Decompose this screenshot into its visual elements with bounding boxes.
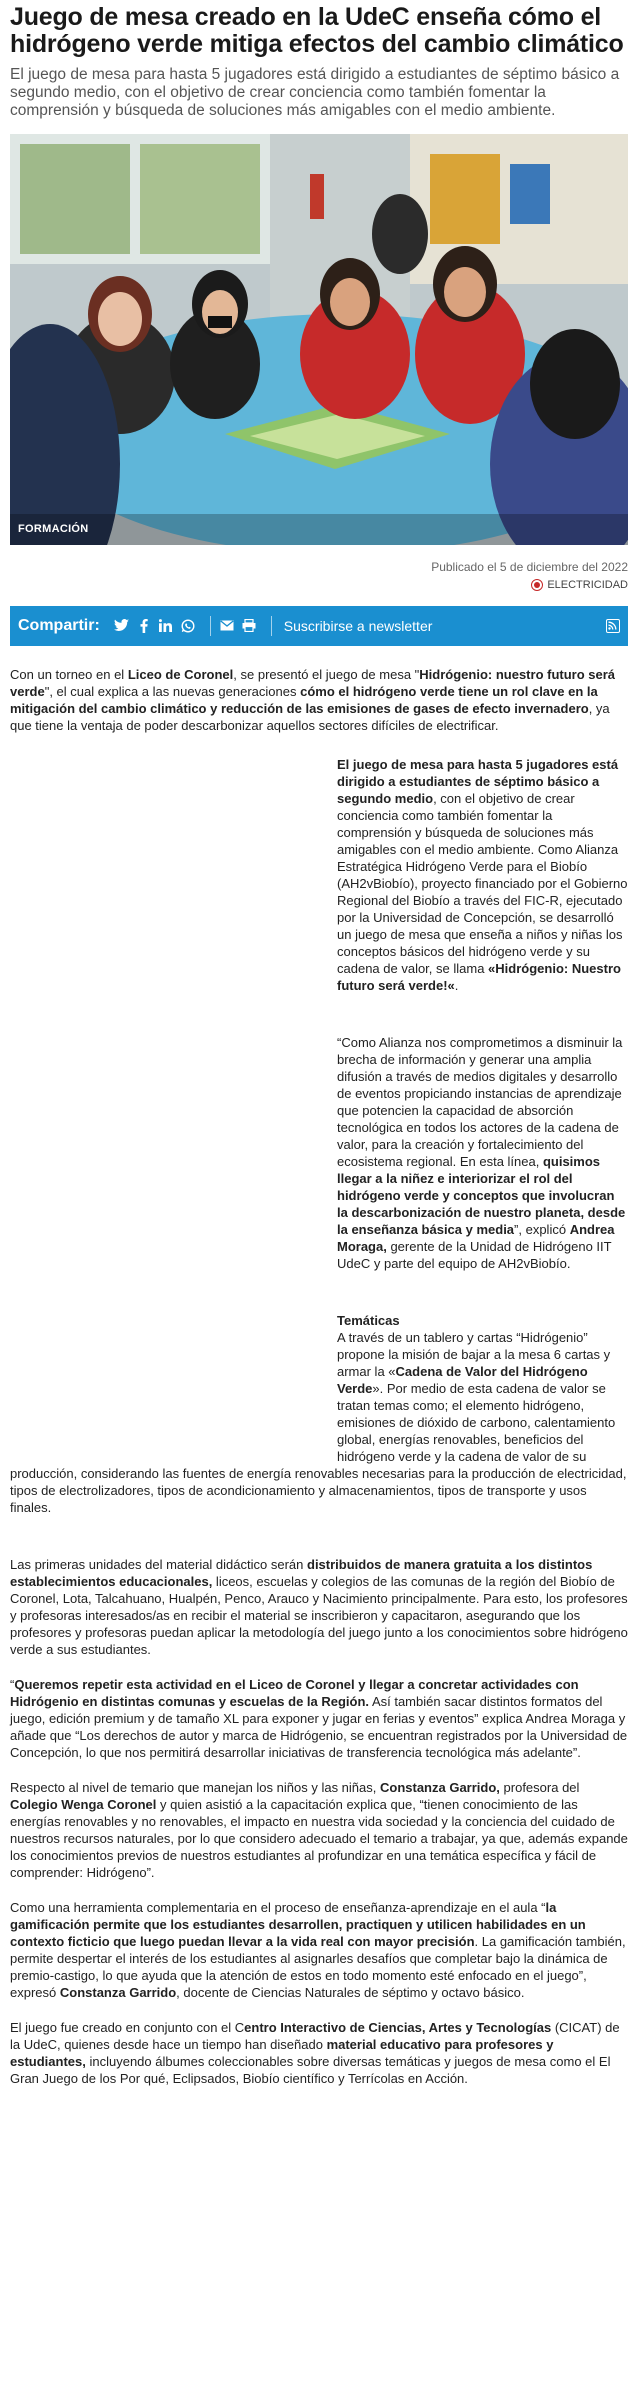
mail-icon[interactable] <box>219 618 235 634</box>
paragraph-2: El juego de mesa para hasta 5 jugadores está dirigido a estudiantes de séptimo básico a segundo medio, con el objetivo de crear conciencia como también fomentar la comprensión y búsqueda de soluciones más amigables con el medio ambiente. Como Alianza Estratégica Hidrógeno Verde para el Biobío (AH2vBiobío), proyecto financiado por el Gobierno Regional del Biobío a través del FIC-R, ejecutado por la Universidad de Concepción, se desarrolló un juego de mesa que enseña a niños y niñas los conceptos básicos del hidrógeno verde y su cadena de valor, se llama «Hidrógenio: Nuestro futuro será verde!«. <box>337 756 628 993</box>
classroom-photo-illustration <box>10 134 628 545</box>
category-link[interactable] <box>531 577 628 594</box>
newsletter-link[interactable]: Suscribirse a newsletter <box>283 617 433 634</box>
facebook-icon[interactable] <box>136 618 152 634</box>
rss-icon[interactable] <box>606 619 620 633</box>
embedded-media-space <box>10 756 337 1462</box>
category-label: ELECTRICIDAD <box>547 578 628 591</box>
section-heading-tematicas: Temáticas <box>337 1312 400 1328</box>
article-body <box>10 666 628 2087</box>
paragraph-7: Respecto al nivel de temario que manejan los niños y las niñas, Constanza Garrido, profesora del Colegio Wenga Coronel y quien asistió a la capacitación explica que, “tienen conocimiento de las energías renovables y no renovables, el impacto en nuestra vida sociedad y la conciencia del cuidado de nuestros recursos naturales, por lo que considero adecuado el temario a trabajar, ya que, además expande los conocimientos previos de nuestros estudiantes al profundizar en una temática específica y fácil de comprender: Hidrógeno”. <box>10 1779 628 1880</box>
linkedin-icon[interactable] <box>158 618 174 634</box>
publish-date: Publicado el 5 de diciembre del 2022 <box>431 560 628 574</box>
print-icon[interactable] <box>241 618 257 634</box>
paragraph-3: “Como Alianza nos comprometimos a disminuir la brecha de información y generar una amplia difusión a través de medios digitales y desarrollo de eventos propiciando instancias de aprendizaje que potencien la capacidad de absorción tecnológica en todos los actores de la cadena de valor, para la creación y fortalecimiento del ecosistema regional. En esta línea, quisimos llegar a la niñez e interiorizar el rol del hidrógeno verde y conceptos que involucran la descarbonización de nuestro planeta, desde la enseñanza básica y media”, explicó Andrea Moraga, gerente de la Unidad de Hidrógeno IIT UdeC y parte del equipo de AH2vBiobío. <box>337 1034 626 1271</box>
floated-column-section <box>10 756 628 1658</box>
article-lead: El juego de mesa para hasta 5 jugadores está dirigido a estudiantes de séptimo básico a segundo medio, con el objetivo de crear conciencia como también fomentar la comprensión y búsqueda de soluciones más amigables con el medio ambiente. <box>10 66 620 119</box>
twitter-icon[interactable] <box>114 618 130 634</box>
category-dot-icon <box>531 579 543 591</box>
share-bar <box>10 606 628 646</box>
paragraph-9: El juego fue creado en conjunto con el Centro Interactivo de Ciencias, Artes y Tecnologías (CICAT) de la UdeC, quienes desde hace un tiempo han diseñado material educativo para profesores y estudiantes, incluyendo álbumes coleccionables sobre diversas temáticas y juegos de mesa como el El Gran Juego de los Por qué, Eclipsados, Biobío científico y Terrícolas en Acción. <box>10 2019 620 2086</box>
share-label: Compartir: <box>18 616 100 634</box>
image-category-tag: FORMACIÓN <box>18 523 89 535</box>
paragraph-8: Como una herramienta complementaria en el proceso de enseñanza-aprendizaje en el aula “la gamificación permite que los estudiantes desarrollen, practiquen y utilicen habilidades en un contexto ficticio que luego puedan llevar a la vida real con mayor precisión. La gamificación también, permite despertar el interés de los estudiantes al asignarles desafíos que completar bajo la dinámica de premio-castigo, lo que ayuda que la atención de estos en todo momento esté enfocado en el juego”, expresó Constanza Garrido, docente de Ciencias Naturales de séptimo y octavo básico. <box>10 1899 626 2000</box>
paragraph-5: Las primeras unidades del material didáctico serán distribuidos de manera gratuita a los distintos establecimientos educacionales, liceos, escuelas y colegios de las comunas de la región del Biobío de Coronel, Lota, Talcahuano, Hualpén, Penco, Arauco y Nacimiento principalmente. Para esto, los profesores y profesoras interesados/as en recibir el material se inscribieron y capacitaron, asegurando que los profesores y profesoras puedan aplicar la metodología del juego junto a los conocimientos sobre hidrógeno verde a sus estudiantes. <box>10 1556 628 1657</box>
share-separator-2 <box>271 616 272 636</box>
whatsapp-icon[interactable] <box>180 618 196 634</box>
paragraph-6: “Queremos repetir esta actividad en el Liceo de Coronel y llegar a concretar actividades con Hidrógenio en distintas comunas y escuelas de la Región. Así también sacar distintos formatos del juego, edición premium y de tamaño XL para exponer y jugar en ferias y eventos” explica Andrea Moraga y añade que “Los derechos de autor y marca de Hidrógenio, se encuentran registrados por la Universidad de Concepción, lo que nos permitirá desarrollar iniciativas de transferencia tecnológica más adelante”. <box>10 1676 628 1760</box>
hero-image <box>10 134 628 545</box>
paragraph-4: Temáticas A través de un tablero y cartas “Hidrógenio” propone la misión de bajar a la mesa 6 cartas y armar la «Cadena de Valor del Hidrógeno Verde». Por medio de esta cadena de valor se tratan temas como; el elemento hidrógeno, emisiones de dióxido de carbono, calentamiento global, energías renovables, beneficios del hidrógeno verde y la cadena de valor de su producción, considerando las fuentes de energía renovables necesarias para la producción de electricidad, tipos de electrolizadores, tipos de acondicionamiento y almacenamientos, tipos de transporte y usos finales. <box>10 1312 627 1515</box>
article-meta <box>10 559 628 594</box>
paragraph-1: Con un torneo en el Liceo de Coronel, se presentó el juego de mesa "Hidrógenio: nuestro futuro será verde", el cual explica a las nuevas generaciones cómo el hidrógeno verde tiene un rol clave en la mitigación del cambio climático y reducción de las emisiones de gases de efecto invernadero, ya que tiene la ventaja de poder descarbonizar aquellos sectores difíciles de electrificar. <box>10 666 616 733</box>
article-title: Juego de mesa creado en la UdeC enseña cómo el hidrógeno verde mitiga efectos del cambio climático <box>10 3 624 58</box>
share-separator <box>210 616 211 636</box>
